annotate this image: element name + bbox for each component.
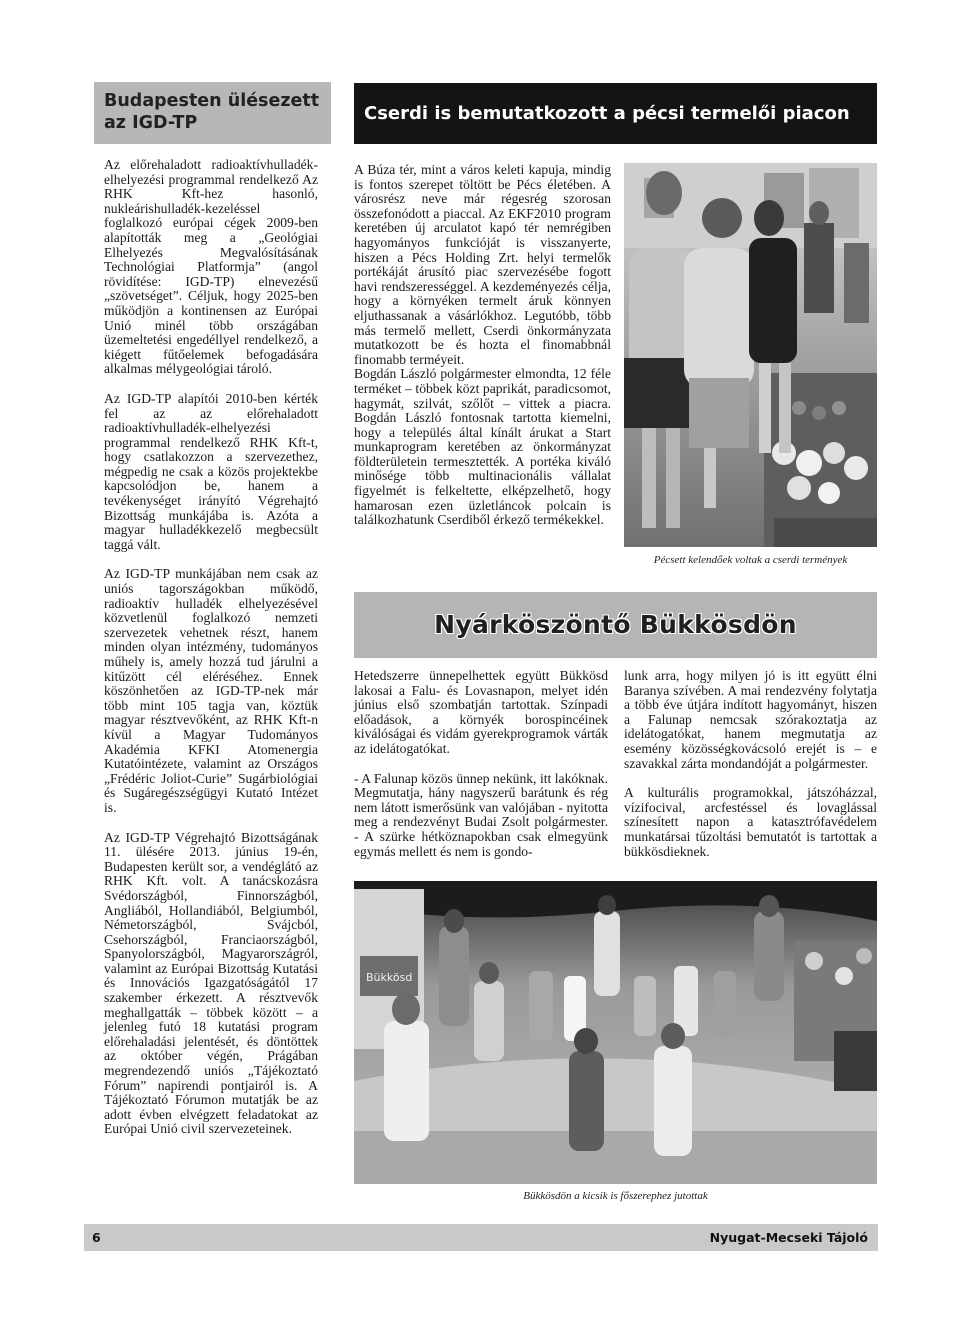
market-paragraph: Bogdán László polgármester elmondta, 12 féle terméket – többek közt paprikát, paradicsomot, hagymát, szilvát, szőlőt – vittek a piacra. Bogdán László fontosnak tartotta kiemelni, hogy a település által kínált árukat a Start munkaprogram keretében az önkormányzat földterületein termesztették. A portéka kiváló minősége több multinacionális vállalat figyelmét is felkeltette, elképzelhető, hogy hamarosan ezen üzletláncok polcain is találkozhatunk Cserdiből érkező termékekkel. [354,366,611,528]
sidebar-paragraph: Az IGD-TP Végrehajtó Bizottságának 11. ülésére 2013. június 19-én, Budapesten került sor, a vendéglátó az RHK Kft. volt. A tanácskozásra Svédországból, Finnországból, Angliából, Hollandiából, Belgiumból, Németországból, Svájcból, Csehországból, Franciaországból, Spanyolországból, Magyarországról, valamint az Európai Bizottság Kutatási és Innovációs Igazgatóságától 17 szakember érkezett. A résztvevők meghallgatták – többek között – a jelenleg futó 18 kutatási program előrehaladási jelentését, és döntöttek az október végén, Prágában megrendezendő uniós „Tájékoztató Fórum” napirendi pontjairól is. A Tájékoztató Fórumon mutatják be az adott évben elvégzett feladatokat az Európai Unió civil szervezeteinek. [104,829,318,1137]
summer-article-title: Nyárköszöntő Bükkösdön [434,610,797,639]
market-article-title: Cserdi is bemutatkozott a pécsi termelői piacon [364,103,850,124]
summer-paragraph: - A Falunap közös ünnep nekünk, itt lakóknak. Megmutatja, hány nagyszerű barátunk és rég nem látott ismerősünk van valójában - nyitotta meg a rendezvényt Budai Zsolt polgármester. - A szürke hétköznapokban csak elmegyünk egymás mellett és nem is gondo- [354,770,608,859]
summer-paragraph: Hetedszerre ünnepelhettek együtt Bükkösd lakosai a Falu- és Lovasnapon, melyet idén június első szombatján tartottak. Színpadi előadások, a környék borospincéinek kiválóságai és vidám gyerekprogramok várták az idelátogatókat. [354,668,608,756]
market-photo-caption: Pécsett kelendőek voltak a cserdi termények [653,554,848,566]
summer-paragraph: A kulturális programokkal, játszóházzal, vízifocival, arcfestéssel és lovaglással színesített napon a katasztrófavédelem munkatársai tűzoltási bemutatót is tartottak a bükkösdieknek. [624,785,877,859]
sidebar-paragraph: Az IGD-TP munkájában nem csak az uniós tagországokban működő, radioaktív hulladék elhelyezésével közvetlenül foglalkozó nemzeti szervezetek vehetnek részt, hanem minden olyan intézmény, tudományos műhely is, amely hozzá tud járulni a kitűzött cél eléréséhez. Ennek köszönhetően az IGD-TP-nek már több mint 105 tagja van, köztük magyar résztvevőként, az RHK Kft-n kívül a Magyar Tudományos Akadémia KFKI Atomenergia Kutatóintézete, valamint az Országos „Frédéric Joliot-Curie” Sugárbiológiai és Sugáregészségügyi Kutató Intézet is. [104,566,318,815]
sidebar-paragraph: Az előrehaladott radioaktívhulladék-elhelyezési programmal rendelkező Az RHK Kft-hez hasonló, nukleárishulladék-kezeléssel foglalkozó európai cégek 2009-ben alapították meg a „Geológiai Elhelyezés Megvalósításának Technológiai Platformja” (angol rövidítése: IGD-TP) elnevezésű „szövetséget”. Céljuk, hogy 2025-ben működjön a kontinensen az Európai Unió minél több országában üzemeltetési engedéllyel rendelkező, a kiégett fűtőelemek befogadására alkalmas mélygeológiai tároló. [104,157,318,377]
sidebar-article-title: Budapesten ülésezett az IGD-TP [104,91,320,133]
summer-paragraph: lunk arra, hogy milyen jó is itt együtt élni Baranya szívében. A mai rendezvény folytatja a több éve útjára indított hagyományt, hiszen a Falunap nemcsak szórakoztatja az idelátogatókat, hanem megmutatja az esemény közösségkovácsoló erejét is – e szavakkal zárta mondandóját a polgármester. [624,668,877,771]
market-photo [624,163,877,547]
dance-photo-caption: Bükkösdön a kicsik is főszerephez jutottak [523,1190,708,1202]
market-article-body [354,163,611,528]
summer-article-body-right [624,669,877,874]
sidebar-paragraph: Az IGD-TP alapítói 2010-ben kérték fel az az előrehaladott radioaktívhulladék-elhelyezési programmal rendelkező RHK Kft-t, hogy csatlakozzon a szervezethez, mégpedig ne csak a közös projektekbe kapcsolódjon be, hanem a tevékenységet irányító Végrehajtó Bizottság munkájába is. Azóta a magyar hulladékkezelő megbecsült taggá vált. [104,390,318,552]
banner-text: Bükkösd [366,971,413,984]
sidebar-article-body [104,158,318,1152]
market-paragraph: A Búza tér, mint a város keleti kapuja, mindig is fontos szerepet töltött be Pécs életében. A városrész neve már régesrég szorosan összefonódott a piaccal. Az EKF2010 program keretében új arculatot kapó tér nemrégiben hagyományos funkcióját is visszanyerte, hiszen a Pécs Holding Zrt. helyi termelők portékáját árusító piac szervezésébe fogott havi rendszerességgel. A kezdeményezés célja, hogy a környéken termelt áruk könnyen eljuthassanak a vásárlókhoz. Legutóbb, több más termelő mellett, Cserdi önkormányzata mutatkozott be és hozta el finomabbnál finomabb terméyeit. [354,162,611,367]
publication-name: Nyugat-Mecseki Tájoló [709,1230,868,1245]
dance-photo [354,881,877,1184]
page-number: 6 [92,1230,101,1245]
summer-article-body-left [354,669,608,874]
